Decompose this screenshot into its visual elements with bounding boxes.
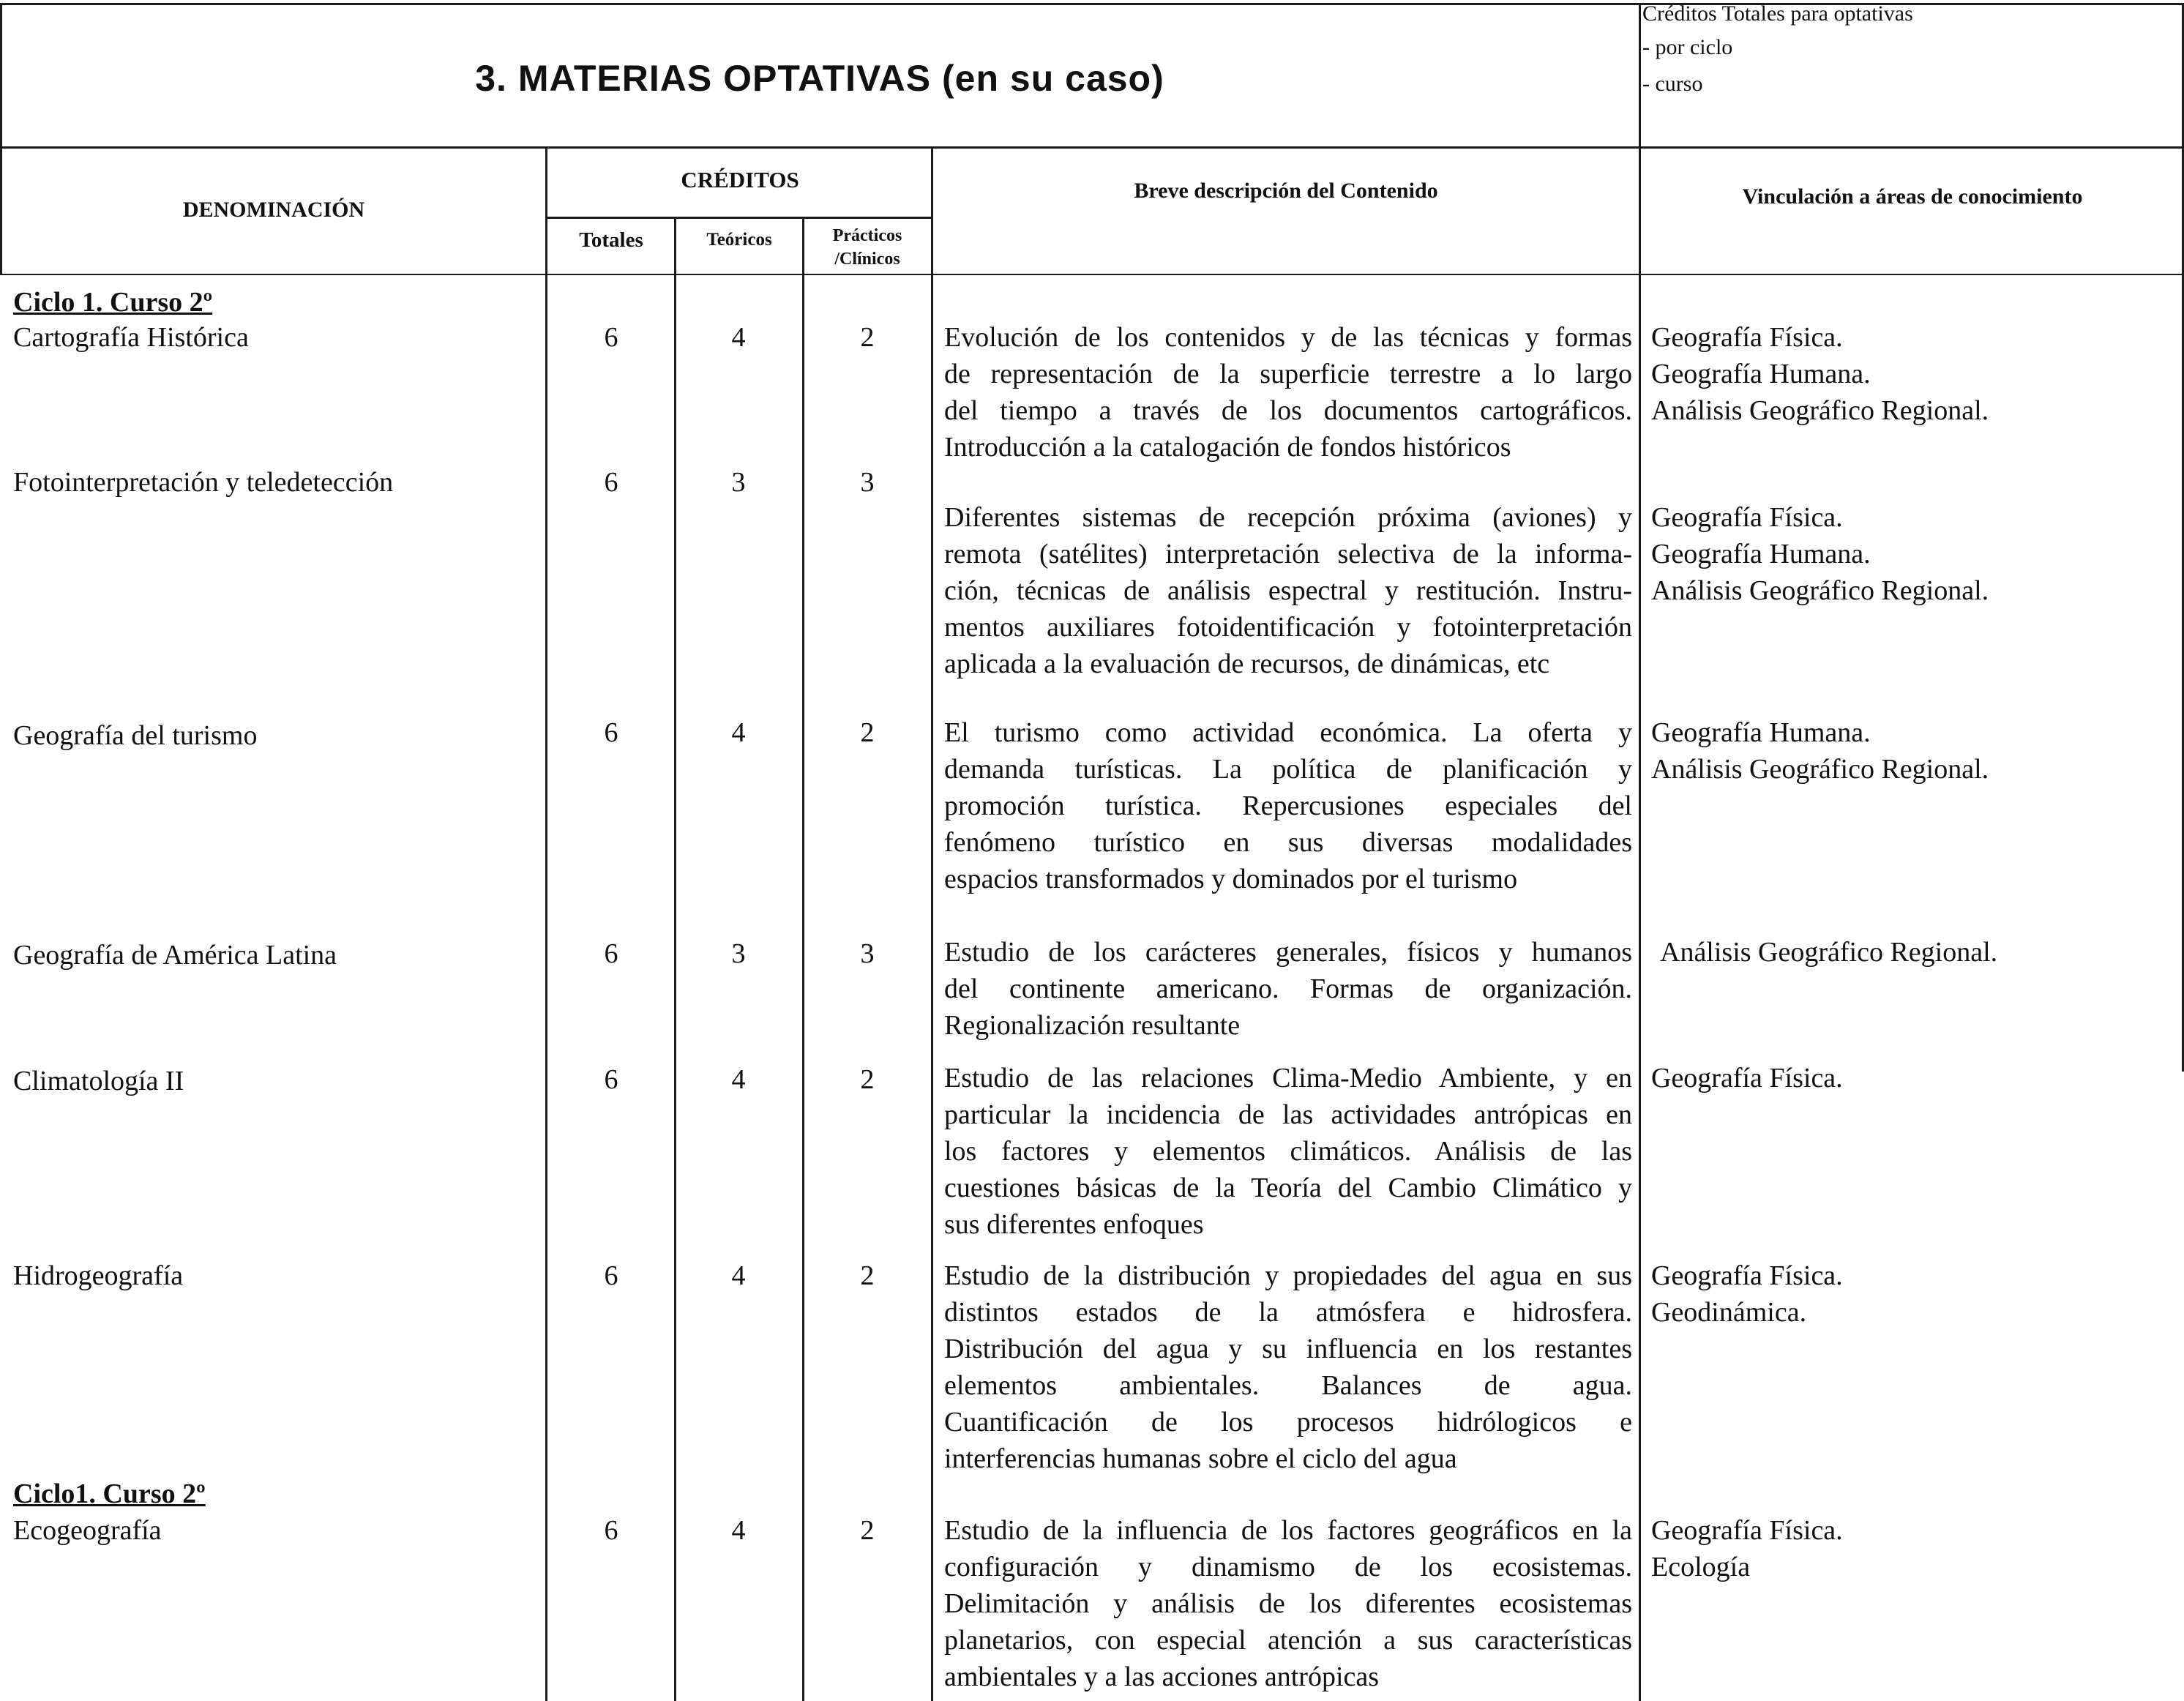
credits-totales: 6 (604, 322, 618, 353)
description: Estudio de la distribución y propiedades del agua en sus distintos estados de la atmósfera e hidrosfera. Distribución del agua y su influencia en los restantes elementos ambientales. Balances de agua. Cuantificación de los procesos hidrólogicos e interferencias humanas sobre el ciclo del agua (944, 1260, 1632, 1474)
header-denominacion: DENOMINACIÓN (182, 198, 365, 222)
credits-totales: 6 (604, 1064, 618, 1095)
credits-totales: 6 (604, 938, 618, 969)
description: Evolución de los contenidos y de las técnicas y formas de representación de la superficie terrestre a lo largo del tiempo a través de los documentos cartográficos. Introducción a la catalogación de fondos históricos (944, 322, 1632, 463)
credits-practicos: 2 (860, 1064, 875, 1095)
description: El turismo como actividad económica. La oferta y demanda turísticas. La política de planificación y promoción turística. Repercusiones especiales del fenómeno turístico en sus diversas modalidades espacios transformados y dominados por el turismo (944, 717, 1632, 894)
header-teoricos: Teóricos (706, 230, 772, 250)
knowledge-areas: Geografía Humana. Análisis Geográfico Regional. (1651, 717, 1989, 785)
description: Estudio de las relaciones Clima-Medio Ambiente, y en particular la incidencia de las actividades antrópicas en los factores y elementos climáticos. Análisis de las cuestiones básicas de la Teoría del Cambio Climático y sus diferentes enfoques (944, 1063, 1632, 1240)
credits-practicos: 2 (860, 1260, 875, 1291)
side-note-line: - curso (1642, 72, 1703, 96)
side-note-line: Créditos Totales para optativas (1642, 1, 1913, 26)
subject-name: Climatología II (13, 1066, 184, 1096)
credits-teoricos: 3 (731, 467, 746, 498)
knowledge-areas: Análisis Geográfico Regional. (1660, 937, 1998, 968)
subject-name: Geografía del turismo (13, 720, 258, 751)
credits-teoricos: 4 (731, 1064, 746, 1095)
credits-teoricos: 4 (731, 1515, 746, 1546)
header-vinculacion: Vinculación a áreas de conocimiento (1742, 184, 2083, 209)
credits-teoricos: 4 (731, 1260, 746, 1291)
page-title: 3. MATERIAS OPTATIVAS (en su caso) (475, 58, 1164, 99)
subject-name: Ecogeografía (13, 1515, 162, 1546)
credits-practicos: 3 (860, 938, 875, 969)
credits-practicos: 2 (860, 717, 875, 748)
knowledge-areas: Geografía Física. Ecología (1651, 1515, 1843, 1582)
description: Estudio de los carácteres generales, físicos y humanos del continente americano. Formas de organización. Regionalización resultante (944, 937, 1632, 1041)
credits-totales: 6 (604, 1515, 618, 1546)
header-totales: Totales (579, 228, 643, 252)
knowledge-areas: Geografía Física. Geodinámica. (1651, 1260, 1843, 1328)
subject-name: Hidrogeografía (13, 1260, 184, 1291)
credits-totales: 6 (604, 467, 618, 498)
subject-name: Cartografía Histórica (13, 322, 249, 353)
credits-teoricos: 4 (731, 717, 746, 748)
section-heading: Ciclo 1. Curso 2º (13, 287, 213, 318)
subject-name: Geografía de América Latina (13, 940, 337, 971)
credits-totales: 6 (604, 1260, 618, 1291)
credits-teoricos: 4 (731, 322, 746, 353)
credits-practicos: 2 (860, 322, 875, 353)
description: Estudio de la influencia de los factores geográficos en la configuración y dinamismo de los ecosistemas. Delimitación y análisis de los diferentes ecosistemas planetarios, con especial atención a sus características ambientales y a las acciones antrópicas (944, 1515, 1632, 1692)
subject-name: Fotointerpretación y teledetección (13, 467, 394, 498)
side-note-line: - por ciclo (1642, 35, 1733, 59)
credits-practicos: 2 (860, 1515, 875, 1546)
header-creditos: CRÉDITOS (681, 167, 799, 192)
knowledge-areas: Geografía Física. Geografía Humana. Análisis Geográfico Regional. (1651, 502, 1989, 606)
knowledge-areas: Geografía Física. Geografía Humana. Análisis Geográfico Regional. (1651, 322, 1989, 426)
header-descripcion: Breve descripción del Contenido (1134, 179, 1438, 203)
knowledge-areas: Geografía Física. (1651, 1063, 1843, 1094)
credits-teoricos: 3 (731, 938, 746, 969)
section-heading: Ciclo1. Curso 2º (13, 1478, 206, 1509)
credits-practicos: 3 (860, 467, 875, 498)
credits-totales: 6 (604, 717, 618, 748)
header-practicos: Prácticos /Clínicos (832, 226, 902, 269)
description: Diferentes sistemas de recepción próxima (aviones) y remota (satélites) interpretación selectiva de la informa- ción, técnicas de análisis espectral y restitución. Instru- mentos auxiliares fotoidentificación y fotointerpretación aplicada a la evaluación de recursos, de dinámicas, etc (944, 502, 1632, 679)
